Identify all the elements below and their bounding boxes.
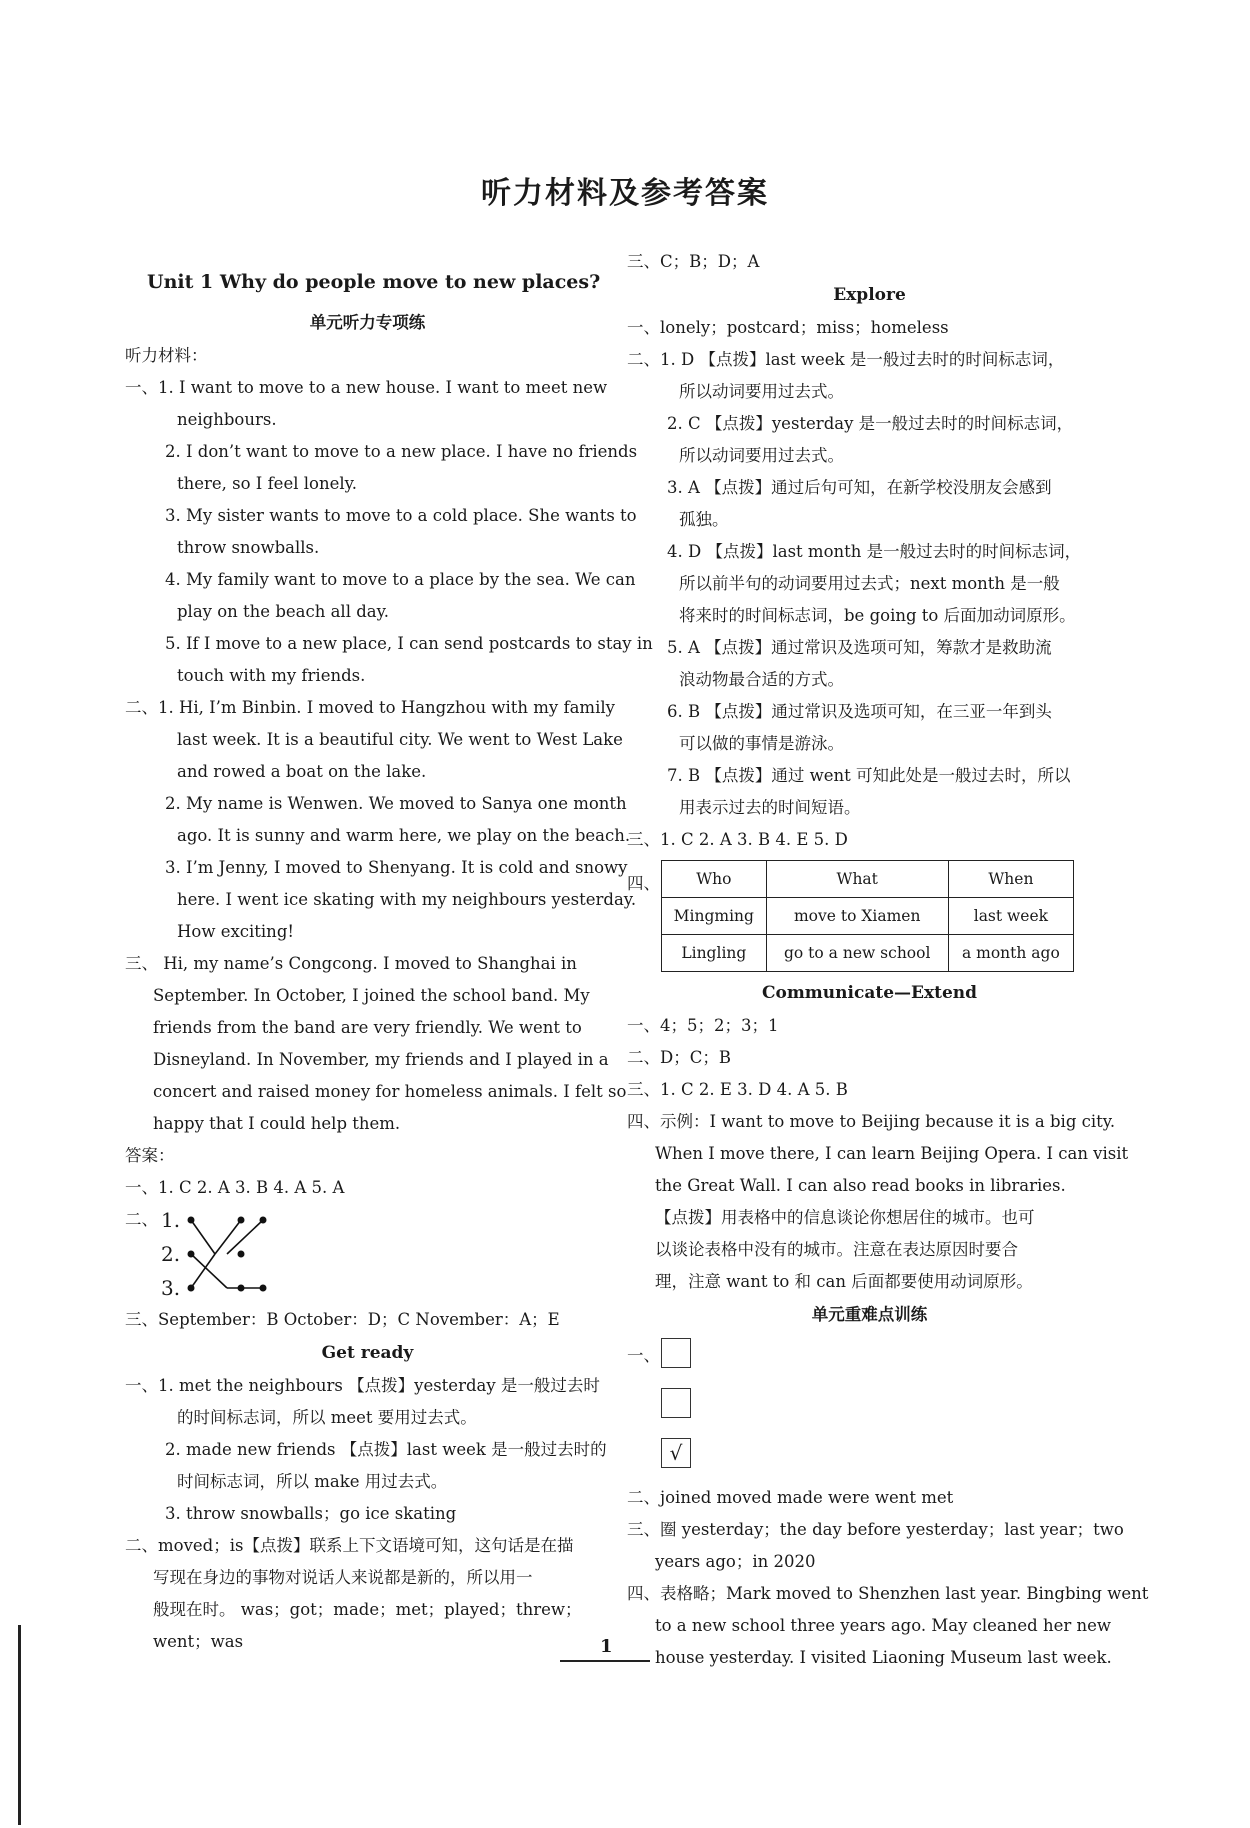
text-line: 三、圈 yesterday；the day before yesterday；last year；two: [627, 1520, 1124, 1539]
text-line: Disneyland. In November, my friends and I played in a: [153, 1050, 609, 1069]
text-line: the Great Wall. I can also read books in libraries.: [655, 1176, 1066, 1195]
checkbox-checked: √: [661, 1438, 691, 1468]
answers-label: 答案：: [125, 1146, 175, 1165]
page-number: 1: [600, 1636, 613, 1657]
text-line: 3. I’m Jenny, I moved to Shenyang. It is cold and snowy: [165, 858, 628, 877]
table-header: When: [948, 861, 1073, 898]
text-line: 三、 Hi, my name’s Congcong. I moved to Shanghai in: [125, 954, 577, 973]
text-line: 所以动词要用过去式。: [679, 382, 844, 401]
text-line: 用表示过去的时间短语。: [679, 798, 861, 817]
table-cell: Mingming: [662, 898, 767, 935]
text-line: 【点拨】用表格中的信息谈论你想居住的城市。也可: [655, 1208, 1035, 1227]
text-line: 将来时的时间标志词，be going to 后面加动词原形。: [679, 606, 1076, 625]
text-line: 二、moved；is【点拨】联系上下文语境可知，这句话是在描: [125, 1536, 574, 1555]
text-line: September. In October, I joined the school band. My: [153, 986, 590, 1005]
text-line: concert and raised money for homeless animals. I felt so: [153, 1082, 627, 1101]
answer-line: 二、D；C；B: [627, 1048, 731, 1067]
text-line: 4. My family want to move to a place by the sea. We can: [165, 570, 636, 589]
answer-line: 三、1. C 2. E 3. D 4. A 5. B: [627, 1080, 848, 1099]
page-title: 听力材料及参考答案: [481, 176, 769, 211]
section-heading-explore: Explore: [833, 285, 906, 305]
text-line: throw snowballs.: [177, 538, 320, 557]
table-row: [662, 898, 1074, 935]
answer-line: 三、C；B；D；A: [627, 252, 760, 271]
section-heading-communicate: Communicate—Extend: [761, 983, 978, 1003]
text-line: 7. B 【点拨】通过 went 可知此处是一般过去时，所以: [667, 766, 1071, 785]
text-line: 3. throw snowballs；go ice skating: [165, 1504, 457, 1523]
section-heading-get-ready: Get ready: [321, 1343, 414, 1363]
text-line: neighbours.: [177, 410, 277, 429]
table-cell: last week: [948, 898, 1073, 935]
text-line: 3. My sister wants to move to a cold place. She wants to: [165, 506, 637, 525]
text-line: 可以做的事情是游泳。: [679, 734, 844, 753]
table-header-row: [662, 861, 1074, 898]
checkbox-row: [627, 1382, 1112, 1432]
table-header: Who: [662, 861, 767, 898]
answer-line: 二、joined moved made were went met: [627, 1488, 954, 1507]
matching-lines: [183, 1204, 303, 1304]
table-cell: a month ago: [948, 935, 1073, 972]
text-line: 6. B 【点拨】通过常识及选项可知，在三亚一年到头: [667, 702, 1052, 721]
text-line: 孤独。: [679, 510, 729, 529]
text-line: years ago；in 2020: [655, 1552, 816, 1571]
text-line: friends from the band are very friendly. We went to: [153, 1018, 582, 1037]
checkbox-prefix: 一、: [627, 1346, 660, 1365]
listening-label: 听力材料：: [125, 346, 208, 365]
text-line: play on the beach all day.: [177, 602, 390, 621]
text-line: last week. It is a beautiful city. We went to West Lake: [177, 730, 623, 749]
text-line: went；was: [153, 1632, 244, 1651]
checkbox-empty: [661, 1338, 691, 1368]
text-line: 的时间标志词，所以 meet 要用过去式。: [177, 1408, 477, 1427]
answer-line: 三、September：B October：D；C November：A；E: [125, 1310, 560, 1329]
table-prefix: 四、: [627, 874, 660, 893]
answer-line: 一、4；5；2；3；1: [627, 1016, 779, 1035]
text-line: 一、1. met the neighbours 【点拨】yesterday 是一般过去时: [125, 1376, 600, 1395]
text-line: 般现在时。 was；got；made；met；played；threw；: [153, 1600, 582, 1619]
answer-line: 一、lonely；postcard；miss；homeless: [627, 318, 949, 337]
text-line: 四、表格略；Mark moved to Shenzhen last year. Bingbing went: [627, 1584, 1149, 1603]
left-column: [125, 250, 653, 1658]
text-line: here. I went ice skating with my neighbours yesterday.: [177, 890, 637, 909]
checkbox-row: [627, 1332, 1112, 1382]
text-line: 3. A 【点拨】通过后句可知，在新学校没朋友会感到: [667, 478, 1052, 497]
matching-prefix: 二、: [125, 1210, 158, 1229]
text-line: 以谈论表格中没有的城市。注意在表达原因时要合: [655, 1240, 1018, 1259]
text-line: 一、1. I want to move to a new house. I want to meet new: [125, 378, 608, 397]
table-block: [627, 860, 1112, 972]
checkbox-empty: [661, 1388, 691, 1418]
text-line: 二、1. D 【点拨】last week 是一般过去时的时间标志词，: [627, 350, 1065, 369]
section-heading-key-points: 单元重难点训练: [811, 1305, 928, 1324]
text-line: there, so I feel lonely.: [177, 474, 357, 493]
text-line: ago. It is sunny and warm here, we play on the beach.: [177, 826, 631, 845]
checkbox-answers: [627, 1332, 1112, 1482]
text-line: 时间标志词，所以 make 用过去式。: [177, 1472, 448, 1491]
text-line: 写现在身边的事物对说话人来说都是新的，所以用一: [153, 1568, 533, 1587]
table-cell: Lingling: [662, 935, 767, 972]
page-number-rule: [560, 1660, 650, 1662]
binding-edge: [18, 1625, 21, 1825]
text-line: 所以前半句的动词要用过去式；next month 是一般: [679, 574, 1060, 593]
text-line: 2. I don’t want to move to a new place. I have no friends: [165, 442, 638, 461]
matching-number: 1.: [161, 1208, 181, 1232]
text-line: 所以动词要用过去式。: [679, 446, 844, 465]
text-line: 2. My name is Wenwen. We moved to Sanya one month: [165, 794, 627, 813]
matching-number: 3.: [161, 1276, 181, 1300]
text-line: touch with my friends.: [177, 666, 366, 685]
text-line: 理，注意 want to 和 can 后面都要使用动词原形。: [655, 1272, 1033, 1291]
text-line: 4. D 【点拨】last month 是一般过去时的时间标志词，: [667, 542, 1082, 561]
unit-title: Unit 1 Why do people move to new places?: [147, 271, 601, 293]
answer-table: [661, 860, 1074, 972]
text-line: 5. A 【点拨】通过常识及选项可知，筹款才是救助流: [667, 638, 1052, 657]
right-column: [627, 246, 1149, 1674]
text-line: 2. C 【点拨】yesterday 是一般过去时的时间标志词，: [667, 414, 1074, 433]
text-line: 5. If I move to a new place, I can send postcards to stay in: [165, 634, 653, 653]
matching-number: 2.: [161, 1242, 181, 1266]
answer-line: 三、1. C 2. A 3. B 4. E 5. D: [627, 830, 848, 849]
text-line: and rowed a boat on the lake.: [177, 762, 427, 781]
text-line: to a new school three years ago. May cleaned her new: [655, 1616, 1112, 1635]
text-line: When I move there, I can learn Beijing Opera. I can visit: [655, 1144, 1129, 1163]
text-line: happy that I could help them.: [153, 1114, 401, 1133]
text-line: 二、1. Hi, I’m Binbin. I moved to Hangzhou with my family: [125, 698, 615, 717]
table-cell: move to Xiamen: [766, 898, 948, 935]
checkbox-row: [627, 1432, 1112, 1482]
text-line: 浪动物最合适的方式。: [679, 670, 844, 689]
table-header: What: [766, 861, 948, 898]
section-heading-listening: 单元听力专项练: [309, 313, 426, 332]
text-line: 四、示例：I want to move to Beijing because it is a big city.: [627, 1112, 1116, 1131]
answer-line: 一、1. C 2. A 3. B 4. A 5. A: [125, 1178, 345, 1197]
matching-answer: [125, 1204, 610, 1304]
text-line: How exciting!: [177, 922, 295, 941]
table-cell: go to a new school: [766, 935, 948, 972]
table-row: [662, 935, 1074, 972]
text-line: house yesterday. I visited Liaoning Museum last week.: [655, 1648, 1112, 1667]
text-line: 2. made new friends 【点拨】last week 是一般过去时的: [165, 1440, 607, 1459]
